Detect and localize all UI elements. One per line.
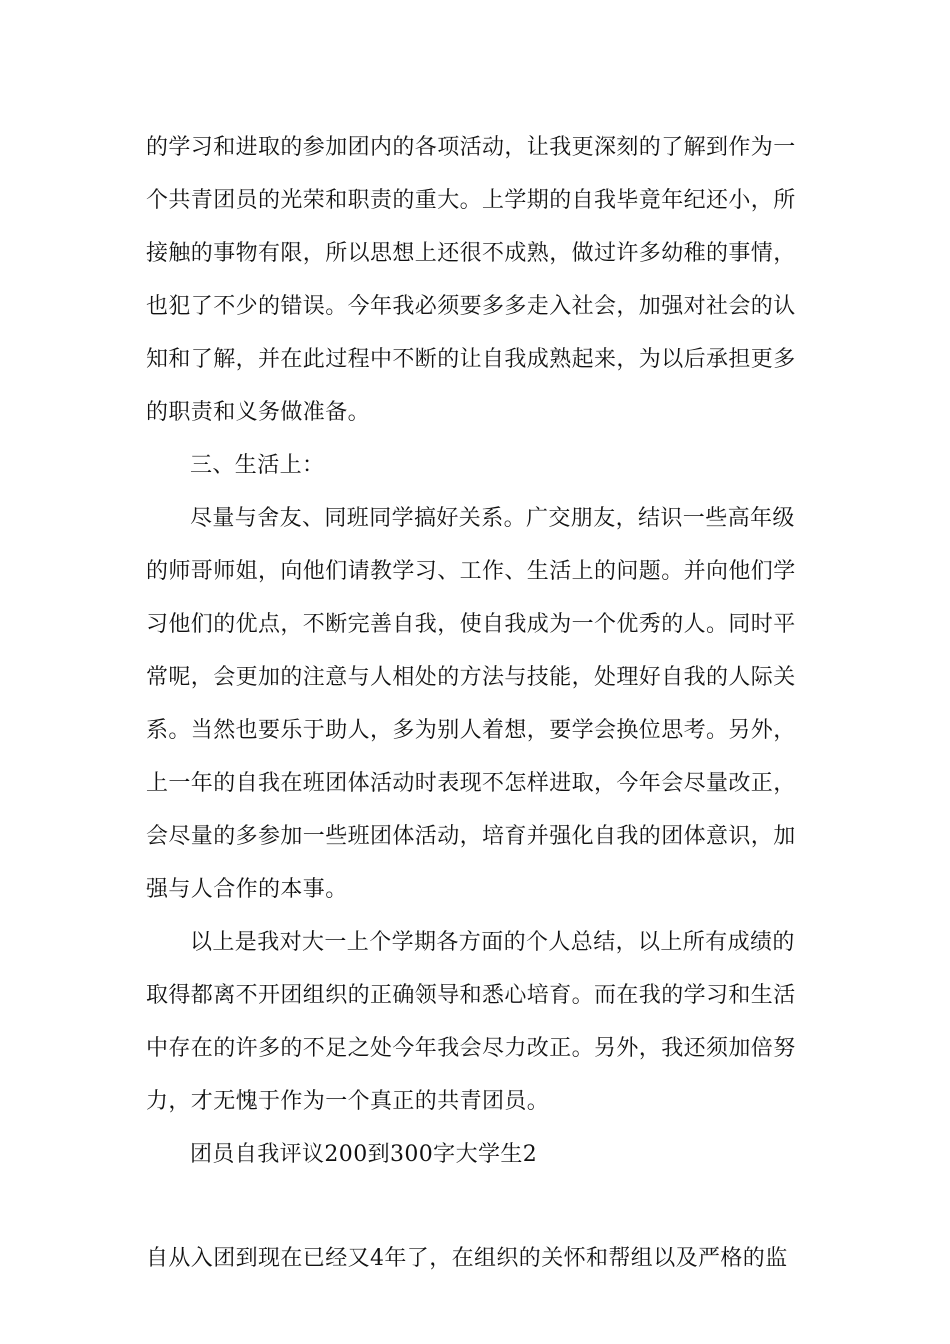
paragraph-line: 会尽量的多参加一些班团体活动，培育并强化自我的团体意识，加 [146,824,796,849]
paragraph-line: 力，才无愧于作为一个真正的共青团员。 [146,1089,550,1114]
paragraph-line: 接触的事物有限，所以思想上还很不成熟，做过许多幼稚的事情， [146,241,796,266]
paragraph-line: 系。当然也要乐于助人，多为别人着想，要学会换位思考。另外， [146,718,796,743]
paragraph-line: 也犯了不少的错误。今年我必须要多多走入社会，加强对社会的认 [146,294,796,319]
paragraph-line: 强与人合作的本事。 [146,877,348,902]
paragraph-line: 的师哥师姐，向他们请教学习、工作、生活上的问题。并向他们学 [146,559,796,584]
paragraph-line: 常呢，会更加的注意与人相处的方法与技能，处理好自我的人际关 [146,665,796,690]
paragraph-line: 以上是我对大一上个学期各方面的个人总结，以上所有成绩的 [190,930,795,955]
paragraph-line: 自从入团到现在已经又4年了，在组织的关怀和帮组以及严格的监 [146,1246,788,1271]
paragraph-line: 尽量与舍友、同班同学搞好关系。广交朋友，结识一些高年级 [190,506,795,531]
paragraph-line: 知和了解，并在此过程中不断的让自我成熟起来，为以后承担更多 [146,347,796,372]
paragraph-line: 上一年的自我在班团体活动时表现不怎样进取，今年会尽量改正， [146,771,796,796]
paragraph-line: 习他们的优点，不断完善自我，使自我成为一个优秀的人。同时平 [146,612,796,637]
paragraph-line: 中存在的许多的不足之处今年我会尽力改正。另外，我还须加倍努 [146,1036,796,1061]
section-heading: 三、生活上： [190,453,325,478]
paragraph-line: 个共青团员的光荣和职责的重大。上学期的自我毕竟年纪还小，所 [146,188,796,213]
paragraph-line: 的学习和进取的参加团内的各项活动，让我更深刻的了解到作为一 [146,135,796,160]
paragraph-line: 取得都离不开团组织的正确领导和悉心培育。而在我的学习和生活 [146,983,796,1008]
article-subtitle: 团员自我评议200到300字大学生2 [190,1142,538,1167]
paragraph-line: 的职责和义务做准备。 [146,400,371,425]
